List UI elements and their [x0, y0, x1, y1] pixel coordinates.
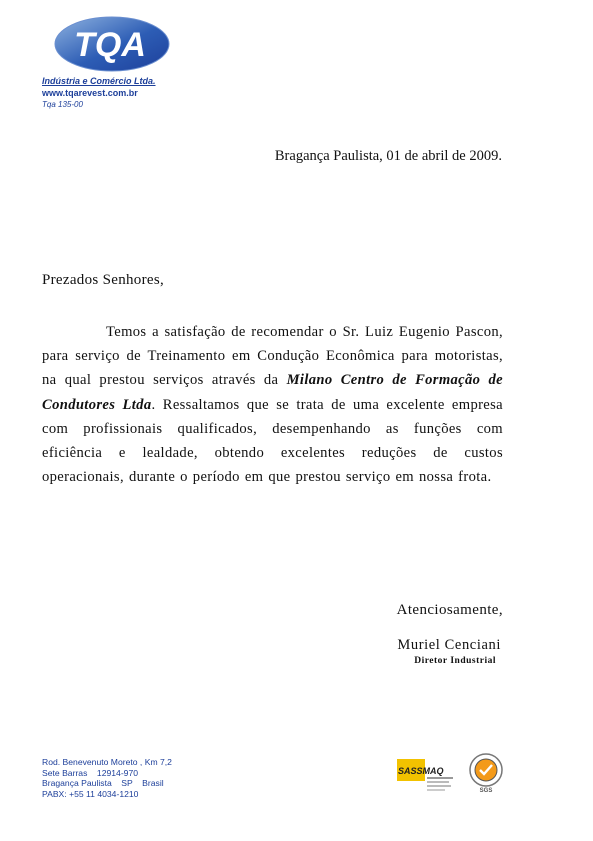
body-text-part1: Temos a satisfação de recomendar o Sr. Luiz Eugenio Pascon, para serviço de Treinamento em Condução Econômica para motoristas, na qual prestou serviços através da — [42, 324, 503, 389]
signer-title: Diretor Industrial — [414, 656, 496, 666]
address-line: Sete Barras 12914-970 — [42, 767, 139, 778]
date-line: Bragança Paulista, 01 de abril de 2009. — [274, 148, 502, 164]
svg-text:SASSMAQ: SASSMAQ — [398, 766, 444, 776]
company-website: www.tqarevest.com.br — [42, 88, 138, 98]
tqa-logo — [50, 14, 170, 74]
address-line: Rod. Benevenuto Moreto , Km 7,2 — [42, 757, 172, 767]
salutation: Prezados Senhores, — [42, 272, 165, 288]
signer-name: Muriel Cenciani — [397, 637, 501, 653]
sgs-certification-seal — [466, 752, 506, 794]
svg-text:SGS: SGS — [479, 788, 493, 794]
company-name: Indústria e Comércio Ltda. — [42, 76, 156, 86]
recommendation-paragraph — [42, 320, 503, 489]
document-code: Tqa 135-00 — [42, 100, 83, 109]
footer-address — [42, 757, 172, 799]
closing: Atenciosamente, — [396, 602, 503, 618]
body-company-name: Milano Centro de Formação de Condutores Ltda — [42, 372, 503, 413]
body-text-part2: . Ressaltamos que se trata de uma excelente empresa com profissionais qualificados, desempenhando as funções com eficiência e lealdade, obtendo excelentes reduções de custos operacionais, durante o período em que prestou serviço em nossa frota. — [42, 396, 503, 486]
address-line: PABX: +55 11 4034-1210 — [42, 788, 139, 799]
svg-text:TQA: TQA — [74, 26, 146, 64]
address-line: Bragança Paulista SP Brasil — [42, 778, 164, 789]
sassmaq-logo — [397, 755, 459, 795]
